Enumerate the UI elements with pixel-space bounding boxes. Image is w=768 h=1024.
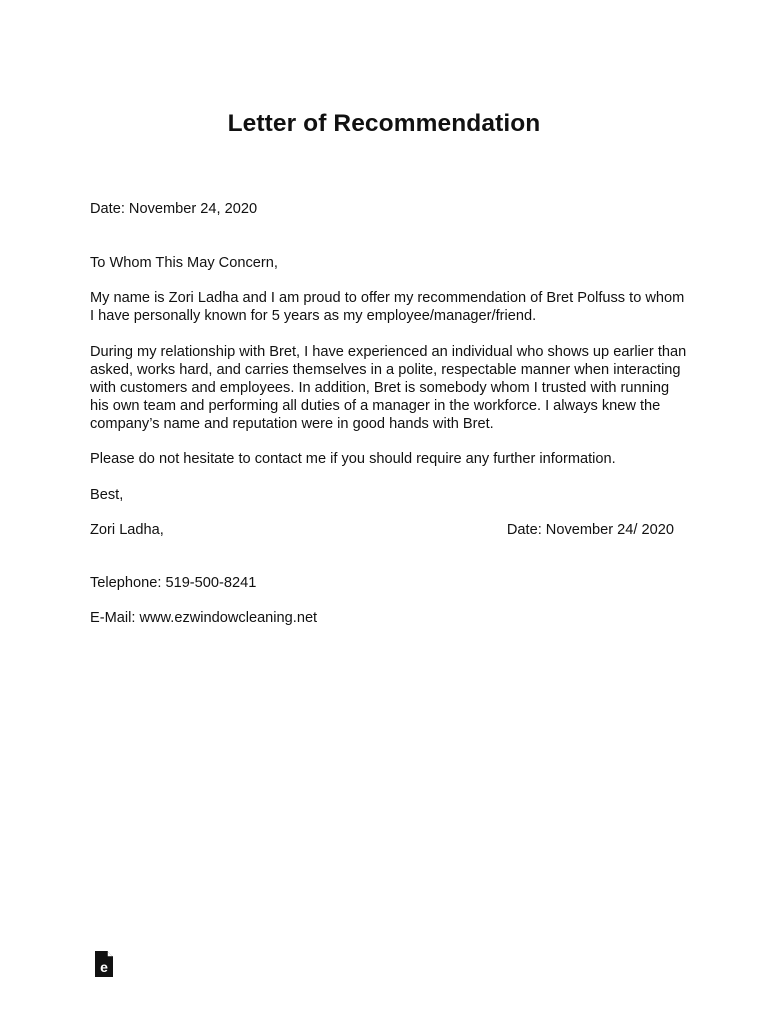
page-title: Letter of Recommendation [227, 110, 541, 137]
email-line: E-Mail: www.ezwindowcleaning.net [90, 610, 318, 626]
salutation: To Whom This May Concern, [90, 255, 278, 271]
paragraph-experience: During my relationship with Bret, I have experienced an individual who shows up earlier than asked, works hard, and carries themselves in a polite, respectable manner when interacting with customers and employees. In addition, Bret is somebody whom I trusted with running his own team and performing all duties of a manager in the workforce. I always knew the company’s name and reputation were in good hands with Bret. [90, 344, 687, 432]
signature-row [90, 521, 674, 539]
signature-date: Date: November 24/ 2020 [506, 522, 674, 538]
telephone-line: Telephone: 519-500-8241 [90, 575, 257, 591]
paragraph-contact-request: Please do not hesitate to contact me if you should require any further information. [90, 451, 616, 467]
date-line: Date: November 24, 2020 [90, 201, 258, 217]
eforms-logo-icon [94, 950, 114, 978]
signature-name: Zori Ladha, [90, 522, 164, 538]
logo-letter: e [100, 959, 108, 975]
closing: Best, [90, 487, 124, 503]
paragraph-introduction: My name is Zori Ladha and I am proud to offer my recommendation of Bret Polfuss to whom I have personally known for 5 years as my employee/manager/friend. [90, 290, 685, 324]
